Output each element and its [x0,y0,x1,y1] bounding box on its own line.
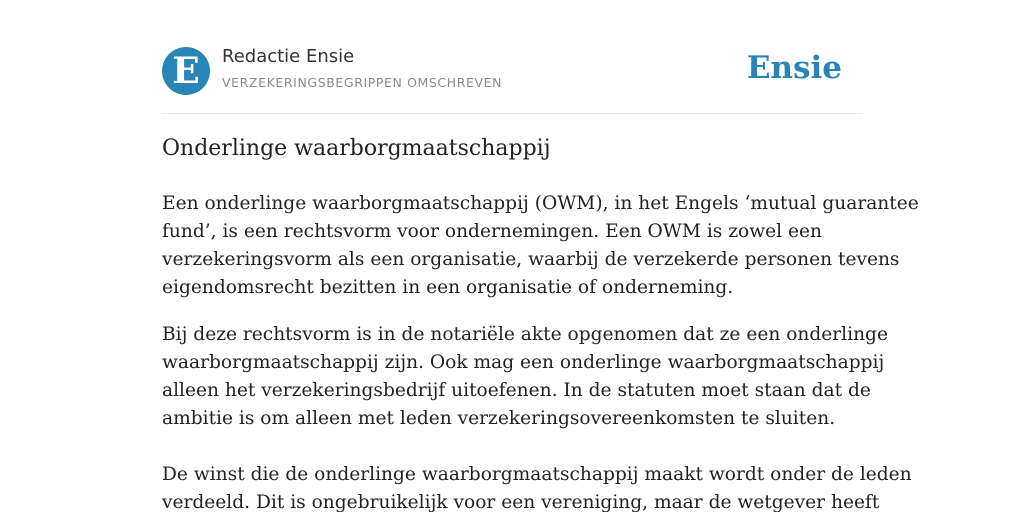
paragraph-line: De winst die de onderlinge waarborgmaatschappij maakt wordt onder de leden [162,464,912,485]
author-name[interactable]: Redactie Ensie [222,46,355,67]
ensie-logo-avatar[interactable]: E [162,47,210,95]
paragraph-3 [162,461,912,512]
author-subtitle: VERZEKERINGSBEGRIPPEN OMSCHREVEN [222,75,503,90]
paragraph-line: Bij deze rechtsvorm is in de notariële akte opgenomen dat ze een onderlinge [162,324,888,345]
paragraph-1 [162,190,919,302]
paragraph-line: alleen het verzekeringsbedrijf uitoefenen. In de statuten moet staan dat de [162,380,871,401]
paragraph-line: ambitie is om alleen met leden verzekeringsovereenkomsten te sluiten. [162,408,836,429]
paragraph-line: Een onderlinge waarborgmaatschappij (OWM), in het Engels ‘mutual guarantee [162,193,919,214]
paragraph-line: eigendomsrecht bezitten in een organisatie of onderneming. [162,277,734,298]
paragraph-line: fund’, is een rechtsvorm voor ondernemingen. Een OWM is zowel een [162,221,822,242]
paragraph-line: verdeeld. Dit is ongebruikelijk voor een vereniging, maar de wetgever heeft [162,492,880,512]
header [162,40,862,114]
article-title: Onderlinge waarborgmaatschappij [162,136,551,161]
paragraph-2 [162,321,888,433]
paragraph-line: waarborgmaatschappij zijn. Ook mag een onderlinge waarborgmaatschappij [162,352,885,373]
paragraph-line: verzekeringsvorm als een organisatie, waarbij de verzekerde personen tevens [162,249,900,270]
brand-logo[interactable]: Ensie [746,50,842,86]
